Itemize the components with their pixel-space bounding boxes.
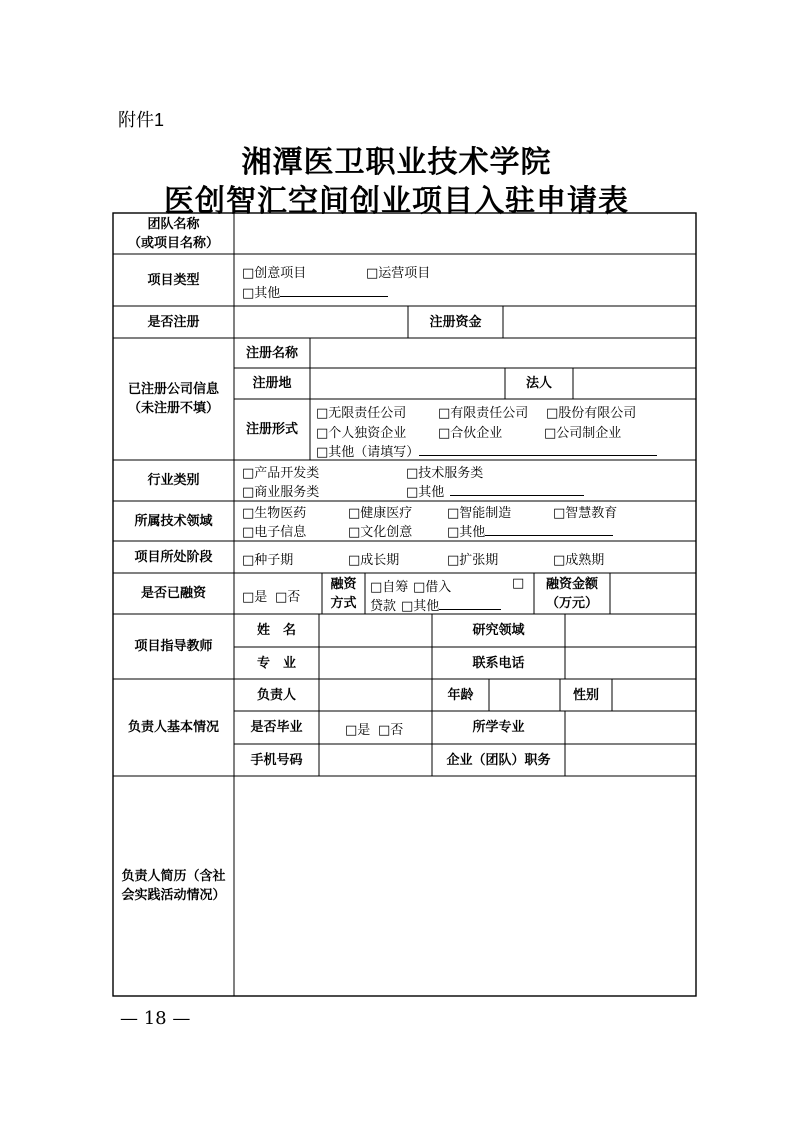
tech-other-label: □其他 <box>447 525 486 540</box>
tech-other-checkbox[interactable] <box>447 521 613 540</box>
resume-label-line2: 会实践活动情况） <box>121 888 226 903</box>
resume-field[interactable] <box>234 776 696 996</box>
ind-other-label: □其他 <box>406 485 445 500</box>
adv-phone-field[interactable] <box>565 647 696 679</box>
tech-other-blank[interactable] <box>485 521 613 536</box>
legal-person-label: 法人 <box>525 376 552 391</box>
ind-other-checkbox[interactable] <box>406 481 584 500</box>
adv-major-field[interactable] <box>319 647 432 679</box>
team-name-label-line2: （或项目名称） <box>127 235 219 251</box>
tech-elec-checkbox[interactable]: □电子信息 <box>242 525 307 540</box>
fin-loan-text: 贷款 <box>370 599 397 614</box>
adv-field-input[interactable] <box>565 614 696 647</box>
tech-bio-checkbox[interactable]: □生物医药 <box>242 506 307 521</box>
reg-capital-label: 注册资金 <box>429 314 482 330</box>
type-operating-checkbox[interactable]: □运营项目 <box>366 266 431 281</box>
stage-growth-checkbox[interactable]: □成长期 <box>348 553 400 568</box>
graduated-label: 是否毕业 <box>250 720 303 735</box>
reg-place-label: 注册地 <box>252 376 292 391</box>
ind-tech-checkbox[interactable]: □技术服务类 <box>406 466 484 481</box>
resume-label <box>113 776 234 996</box>
registered-label: 是否注册 <box>147 314 200 330</box>
fin-borrow-checkbox[interactable]: □借入 <box>413 580 452 595</box>
company-info-label-line1: 已注册公司信息 <box>127 382 219 397</box>
fin-amount-field[interactable] <box>610 573 696 614</box>
age-label: 年龄 <box>447 687 474 703</box>
form-share-checkbox[interactable]: □股份有限公司 <box>546 406 637 421</box>
company-info-label-line2: （未注册不填） <box>127 401 219 416</box>
stage-expand-checkbox[interactable]: □扩张期 <box>447 553 499 568</box>
form-other-checkbox[interactable] <box>316 441 657 460</box>
ind-other-blank[interactable] <box>450 481 584 496</box>
school-major-field[interactable] <box>565 711 696 744</box>
stage-mature-checkbox[interactable]: □成熟期 <box>553 553 605 568</box>
position-label: 企业（团队）职务 <box>446 752 551 768</box>
legal-person-field[interactable] <box>573 368 696 399</box>
fin-self-checkbox[interactable]: □自筹 <box>370 580 409 595</box>
type-other-checkbox[interactable] <box>242 282 388 301</box>
adv-name-field[interactable] <box>319 614 432 647</box>
form-other-label: □其他（请填写） <box>316 445 420 460</box>
reg-form-label: 注册形式 <box>245 422 298 437</box>
fin-no-checkbox[interactable]: □否 <box>275 590 301 605</box>
form-other-blank[interactable] <box>419 441 657 456</box>
grad-yes-checkbox[interactable]: □是 <box>345 723 371 738</box>
tech-health-checkbox[interactable]: □健康医疗 <box>348 506 413 521</box>
fin-method-label-line1: 融资 <box>330 576 357 592</box>
reg-name-label: 注册名称 <box>245 345 298 361</box>
stage-seed-checkbox[interactable]: □种子期 <box>242 553 294 568</box>
leader-info-label: 负责人基本情况 <box>127 720 219 735</box>
fin-other-blank[interactable] <box>439 595 501 610</box>
page-subtitle: 医创智汇空间创业项目入驻申请表 <box>164 184 629 219</box>
industry-label: 行业类别 <box>147 473 200 488</box>
fin-amount-label-line1: 融资金额 <box>545 576 598 592</box>
tech-culture-checkbox[interactable]: □文化创意 <box>348 525 413 540</box>
team-name-field[interactable] <box>234 213 696 254</box>
page-number: — 18 — <box>120 1008 191 1029</box>
form-partner-checkbox[interactable]: □合伙企业 <box>438 426 503 441</box>
team-name-label <box>113 213 234 254</box>
tech-smart-checkbox[interactable]: □智能制造 <box>447 506 512 521</box>
ind-business-checkbox[interactable]: □商业服务类 <box>242 485 320 500</box>
tech-field-label: 所属技术领域 <box>134 513 213 529</box>
fin-other-label: □其他 <box>401 599 440 614</box>
school-major-label: 所学专业 <box>472 720 525 735</box>
grad-no-checkbox[interactable]: □否 <box>378 723 404 738</box>
fin-other-checkbox[interactable] <box>401 595 501 614</box>
mobile-field[interactable] <box>319 744 432 776</box>
reg-place-field[interactable] <box>310 368 505 399</box>
adv-field-label: 研究领域 <box>472 623 525 638</box>
fin-bank-checkbox[interactable]: □ <box>512 576 525 591</box>
tech-edu-checkbox[interactable]: □智慧教育 <box>553 506 618 521</box>
gender-label: 性别 <box>572 687 599 703</box>
gender-field[interactable] <box>612 679 696 711</box>
fin-amount-label-line2: （万元） <box>545 595 598 611</box>
age-field[interactable] <box>489 679 560 711</box>
adv-major-label: 专 业 <box>256 655 296 671</box>
adv-phone-label: 联系电话 <box>472 655 525 671</box>
type-creative-checkbox[interactable]: □创意项目 <box>242 266 307 281</box>
registered-field[interactable] <box>234 306 408 338</box>
company-info-label <box>113 338 234 460</box>
advisor-label: 项目指导教师 <box>134 639 213 654</box>
team-name-label-line1: 团队名称 <box>147 216 200 232</box>
form-corp-checkbox[interactable]: □公司制企业 <box>544 426 622 441</box>
stage-label: 项目所处阶段 <box>134 549 213 565</box>
leader-label: 负责人 <box>256 687 296 703</box>
fin-amount-label <box>534 573 610 614</box>
reg-name-field[interactable] <box>310 338 696 368</box>
type-other-blank[interactable] <box>280 282 388 297</box>
position-field[interactable] <box>565 744 696 776</box>
fin-method-label-line2: 方式 <box>330 595 357 611</box>
form-sole-checkbox[interactable]: □个人独资企业 <box>316 426 407 441</box>
reg-capital-field[interactable] <box>503 306 696 338</box>
leader-field[interactable] <box>319 679 432 711</box>
resume-label-line1: 负责人简历（含社 <box>121 869 226 884</box>
adv-name-label: 姓 名 <box>256 623 296 638</box>
form-ltd-checkbox[interactable]: □无限责任公司 <box>316 406 407 421</box>
fin-method-label <box>322 573 365 614</box>
page-title: 湘潭医卫职业技术学院 <box>241 145 552 180</box>
fin-yes-checkbox[interactable]: □是 <box>242 590 268 605</box>
mobile-label: 手机号码 <box>250 752 303 768</box>
ind-product-checkbox[interactable]: □产品开发类 <box>242 466 320 481</box>
project-type-label: 项目类型 <box>147 272 200 288</box>
annex-label: 附件1 <box>118 110 165 130</box>
financed-label: 是否已融资 <box>140 586 206 601</box>
form-limited-checkbox[interactable]: □有限责任公司 <box>438 406 529 421</box>
type-other-label: □其他 <box>242 286 281 301</box>
